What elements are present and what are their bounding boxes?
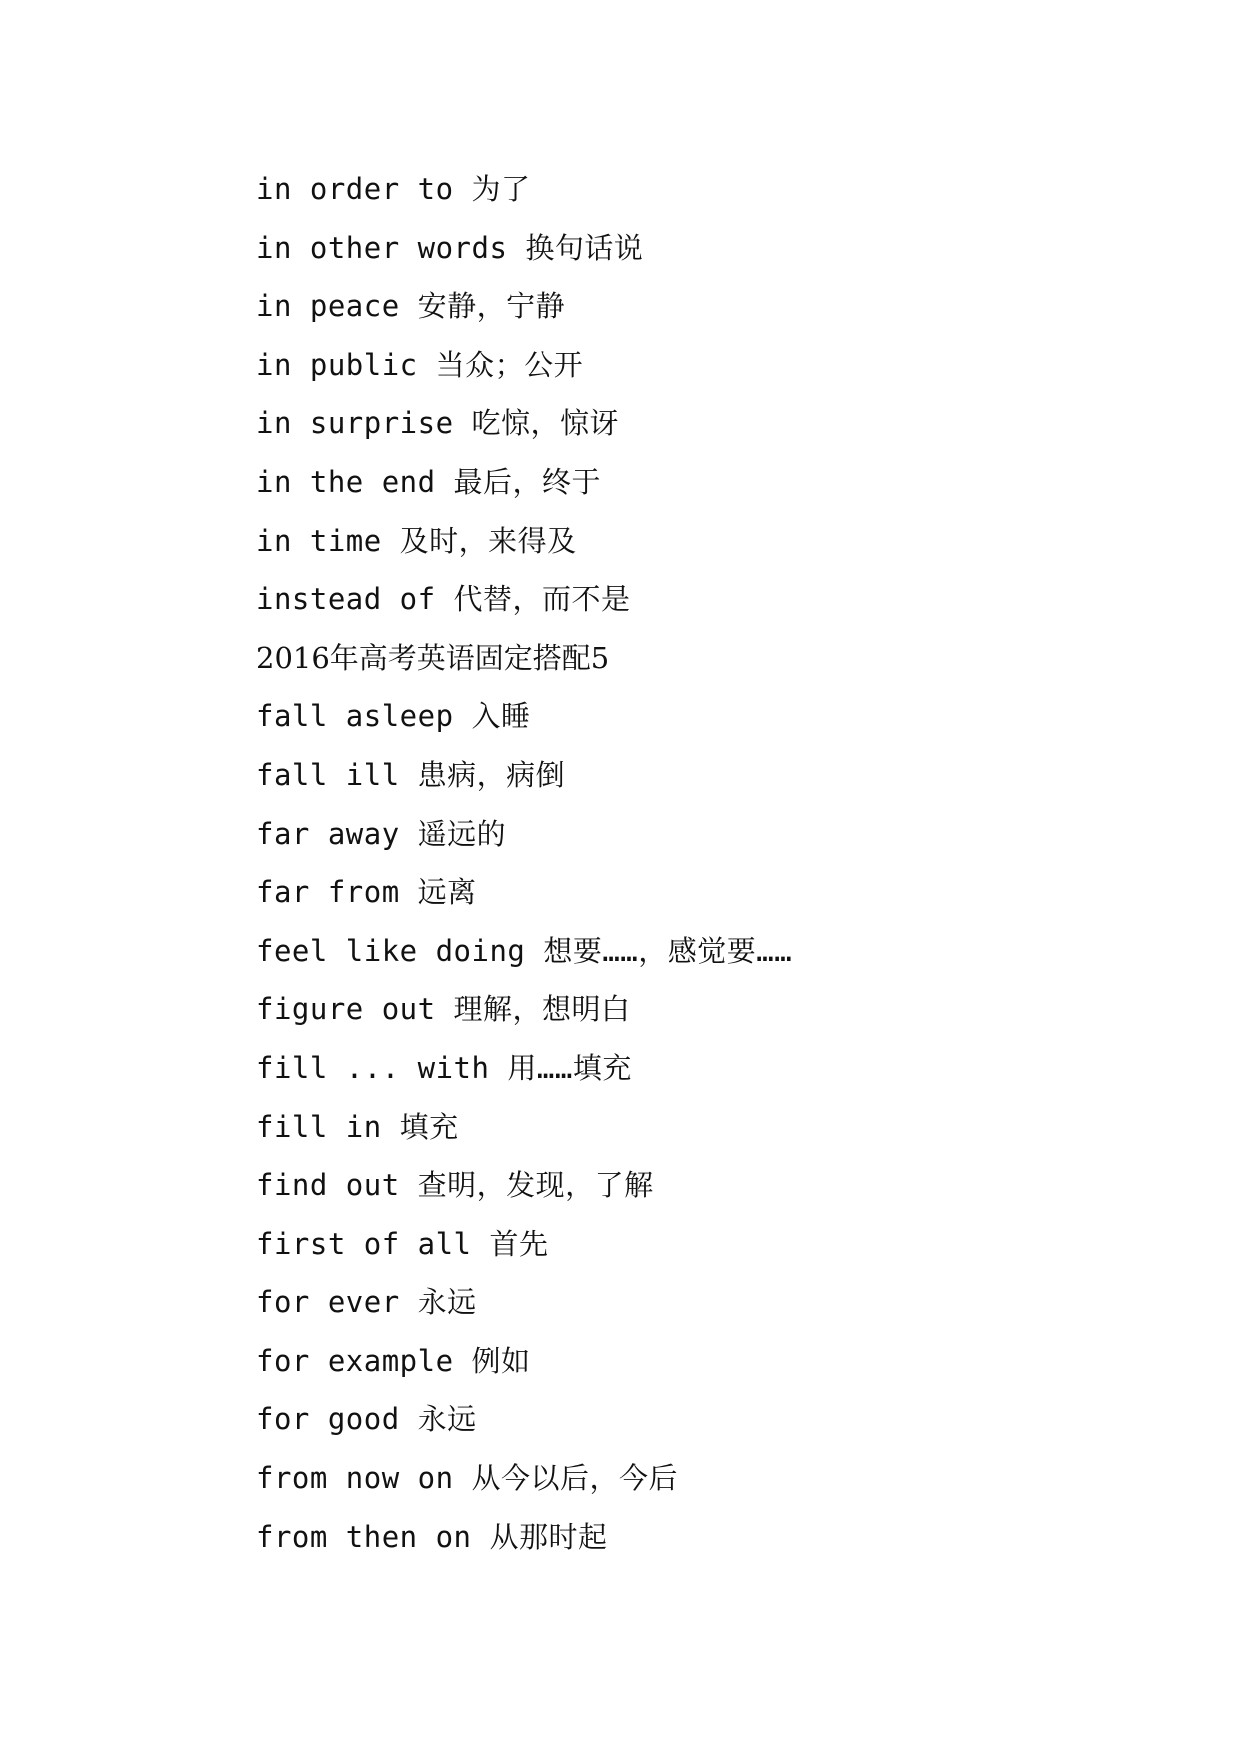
phrase-line: in order to 为了 — [256, 172, 531, 206]
phrase-line: for example 例如 — [256, 1343, 531, 1378]
phrase-line: fill in 填充 — [256, 1109, 459, 1144]
phrase-line: find out 查明，发现，了解 — [256, 1168, 654, 1203]
phrase-line: in time 及时，来得及 — [256, 523, 577, 558]
phrase-line: in the end 最后，终于 — [256, 464, 602, 499]
phrase-line: feel like doing 想要……，感觉要…… — [256, 933, 793, 968]
section-heading: 2016年高考英语固定搭配5 — [256, 640, 610, 675]
phrase-line: from then on 从那时起 — [256, 1519, 608, 1554]
phrase-line: in peace 安静，宁静 — [256, 289, 566, 324]
phrase-line: for ever 永远 — [256, 1285, 477, 1320]
phrase-line: fall ill 患病，病倒 — [256, 757, 566, 792]
phrase-line: fall asleep 入睡 — [256, 699, 531, 734]
phrase-line: for good 永远 — [256, 1402, 477, 1437]
phrase-line: figure out 理解，想明白 — [256, 992, 631, 1027]
phrase-line: far away 遥远的 — [256, 816, 507, 851]
phrase-line: in public 当众；公开 — [256, 347, 584, 382]
phrase-line: fill ... with 用……填充 — [256, 1050, 632, 1085]
phrase-line: in surprise 吃惊，惊讶 — [256, 406, 620, 441]
phrase-line: from now on 从今以后，今后 — [256, 1461, 679, 1496]
phrase-line: far from 远离 — [256, 875, 477, 910]
phrase-list — [256, 160, 1156, 1566]
phrase-line: first of all 首先 — [256, 1226, 549, 1261]
phrase-line: in other words 换句话说 — [256, 230, 644, 265]
phrase-line: instead of 代替，而不是 — [256, 582, 631, 617]
